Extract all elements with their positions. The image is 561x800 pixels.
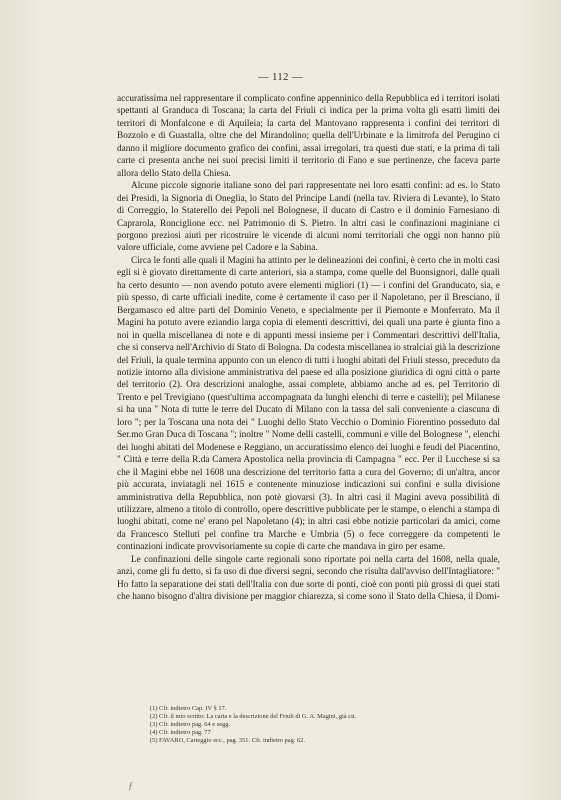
footnote: (4) Cfr. indietro pag. 77 [150, 729, 211, 737]
page-number: — 112 — [257, 72, 304, 83]
paragraph: accuratissima nel rappresentare il complicato confine appenninico della Repubblica ed i territori isolati spettanti al Granduca di Toscana; la carta del Friuli ci indica per la prima volta gli esatti limiti dei territori di Monfalcone e di Aquileia; la carta del Mantovano rappresenta i confini dei territori di Bozzolo e di Guastalla, oltre che del Mirandolino; quella dell'Urbinate e la limitrofa del Perugino ci danno il migliore documento grafico dei confini, assai irregolari, tra questi due stati, e la prima di tali carte ci presenta anche nei suoi precisi limiti il territorio di Fano e sue pertinenze, che faceva parte allora dello Stato della Chiesa. [117, 94, 500, 179]
footnote: (1) Cfr. indietro Cap. IV § 17. [150, 705, 227, 712]
footnote: (5) FAVARO, Carteggio ecc., pag. 351. Cfr. indietro pag. 62. [150, 737, 305, 745]
paragraph: Alcune piccole signorie italiane sono del pari rappresentate nei loro esatti confini: ad es. lo Stato dei Presidi, la Signoria di Oneglia, lo Stato del Principe Landi (nella tav. Riviera di Levante), lo Stato di Correggio, lo Staterello dei Pepoli nel Bolognese, il ducato di Castro e il dominio Farnesiano di Caprarola, Ronciglione ecc. nel Patrimonio di S. Pietro. In altri casi le confinazioni maginiane ci porgono preziosi aiuti per ricostruire le vicende di alcuni nomi territoriali che oggi non hanno più valore ufficiale, come avviene pel Cadore e la Sabina. [117, 181, 500, 254]
footnote: (2) Cfr. il mio scritto: La carta e la descrizione del Friuli di G. A. Magini, già cit. [150, 713, 357, 721]
paragraph: Le confinazioni delle singole carte regionali sono riportate poi nella carta del 1608, nella quale, anzi, come gli fu detto, si fa uso di due diversi segni, secondo che risulta dall'avviso dell'Intagliatore: " Ho fatto la separatione dei stati dell'Italia con due sorte di ponti, cioè con ponti più grossi di quei stati che hanno bisogno d'altra divisione per maggior chiarezza, sì come sono il Stato della Chiesa, il Domi- [117, 554, 500, 603]
body-text [117, 93, 500, 604]
footnotes [150, 705, 490, 745]
stray-ink-mark: ƒ [128, 780, 134, 792]
footnote: (3) Cfr. indietro pag. 64 e segg. [150, 721, 231, 729]
paragraph: Circa le fonti alle quali il Magini ha attinto per le delineazioni dei confini, è certo che in molti casi egli si è giovato direttamente di carte anteriori, sia a stampa, come quelle del Buonsignori, dalle quali ha certo desunto — non avendo potuto avere elementi migliori (1) — i confini del Granducato, sia, e più spesso, di carte ufficiali inedite, come è certamente il caso per il Napoletano, per il Bresciano, il Bergamasco ed altre parti del Dominio Veneto, e specialmente per il Piemonte e Monferrato. Ma il Magini ha potuto avere eziandio larga copia di elementi descrittivi, dei quali una parte è giunta fino a noi in quella miscellanea di note e di appunti messi insieme per i Commentari descrittivi dell'Italia, che si conserva nell'Archivio di Stato di Bologna. Da codesta miscellanea io stralciai già la descrizione del Friuli, la quale termina appunto con un elenco di tutti i luoghi abitati del Friuli stesso, preceduto da notizie intorno alla divisione amministrativa del paese ed alla posizione giuridica di ogni città o parte del territorio (2). Ora descrizioni analoghe, assai complete, abbiamo anche ad es. pel Territorio di Trento e pel Trevigiano (quest'ultima accompagnata da lunghi elenchi di terre e castelli); pel Milanese si ha una " Nota di tutte le terre del Ducato di Milano con la tassa del sali conveniente a ciascuna di loro "; per la Toscana una nota dei " Luoghi dello Stato Vecchio o Dominio Fiorentino posseduto dal Ser.mo Gran Duca di Toscana "; inoltre " Nome delli castelli, communi e ville del Bolognese ", elenchi dei luoghi abitati del Modenese e Reggiano, un accuratissimo elenco dei luoghi e feudi del Piacentino, " Città e terre della R.da Camera Apostolica nella provincia di Campagna " ecc. Per il Lucchese si sa che il Magini ebbe nel 1608 una descrizione del territorio fatta a cura del Governo; di un'altra, ancor più accurata, inviatagli nel 1615 e contenente minuziose indicazioni sui confini e sulla divisione amministrativa della Repubblica, non potè giovarsi (3). In altri casi il Magini aveva possibilità di utilizzare, almeno a titolo di controllo, opere descrittive pubblicate per le stampe, o elenchi a stampa di luoghi abitati, come ne' erano pel Napoletano (4); in altri casi ebbe notizie particolari da amici, come da Francesco Stelluti pel confine tra Marche e Umbria (5) o fece correggere da competenti le continazioni indicate provvisoriamente su copie di carte che mandava in giro per esame. [117, 255, 500, 553]
